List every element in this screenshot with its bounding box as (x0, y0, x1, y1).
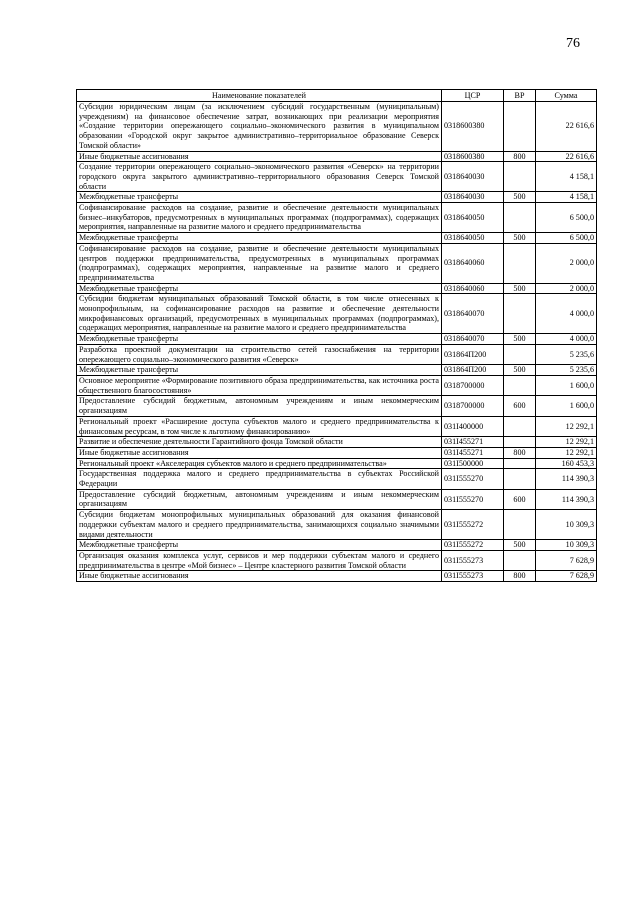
table-row (77, 396, 597, 416)
row-vr (504, 416, 536, 436)
row-sum: 12 292,1 (536, 447, 597, 458)
row-csr: 0318600380 (442, 102, 504, 152)
row-name: Иные бюджетные ассигнования (77, 447, 442, 458)
row-sum: 160 453,3 (536, 458, 597, 469)
row-csr: 0318640030 (442, 162, 504, 192)
row-name: Субсидии бюджетам муниципальных образований Томской области, в том числе отнесенных к монопрофильным, на софинансирование расходов на развитие и обеспечение деятельности микрофинансовых организаций, предусмотренных в муниципальных программах (подпрограммах), содержащих мероприятия, направленные на развитие малого и среднего предпринимательства (77, 294, 442, 334)
row-sum: 5 235,6 (536, 344, 597, 364)
row-sum: 5 235,6 (536, 365, 597, 376)
row-name: Предоставление субсидий бюджетным, автономным учреждениям и иным некоммерческим организациям (77, 396, 442, 416)
row-name: Субсидии бюджетам монопрофильных муниципальных образований для оказания финансовой поддержки субъектам малого и среднего предпринимательства, занимающихся социально значимыми видами деятельности (77, 510, 442, 540)
table-row (77, 469, 597, 489)
row-name: Региональный проект «Акселерация субъектов малого и среднего предпринимательства» (77, 458, 442, 469)
row-vr: 800 (504, 571, 536, 582)
row-name: Софинансирование расходов на создание, развитие и обеспечение деятельности муниципальных бизнес–инкубаторов, предусмотренных в муниципальных программах (подпрограммах), содержащих мероприятия, направленные на развитие малого и среднего предпринимательства (77, 203, 442, 233)
table-row (77, 283, 597, 294)
row-csr: 031864П200 (442, 365, 504, 376)
row-csr: 031I555272 (442, 540, 504, 551)
row-vr: 600 (504, 489, 536, 509)
header-vr: ВР (504, 90, 536, 102)
table-row (77, 344, 597, 364)
row-sum: 114 390,3 (536, 489, 597, 509)
row-name: Субсидии юридическим лицам (за исключением субсидий государственным (муниципальным) учреждениям) на финансовое обеспечение затрат, возникающих при реализации мероприятия «Создание территории опережающего социально–экономического развития в муниципальном образовании «Городской округ закрытое административно–территориальное образование Северск Томской области» (77, 102, 442, 152)
row-name: Предоставление субсидий бюджетным, автономным учреждениям и иным некоммерческим организациям (77, 489, 442, 509)
header-name: Наименование показателей (77, 90, 442, 102)
row-sum: 10 309,3 (536, 510, 597, 540)
row-sum: 114 390,3 (536, 469, 597, 489)
row-vr (504, 294, 536, 334)
row-name: Региональный проект «Расширение доступа субъектов малого и среднего предпринимательства к финансовым ресурсам, в том числе к льготному финансированию» (77, 416, 442, 436)
row-csr: 0318640060 (442, 283, 504, 294)
row-name: Межбюджетные трансферты (77, 334, 442, 345)
row-csr: 0318700000 (442, 396, 504, 416)
row-csr: 031I555273 (442, 571, 504, 582)
row-name: Основное мероприятие «Формирование позитивного образа предпринимательства, как источника роста общественного благосостояния» (77, 375, 442, 395)
row-vr: 500 (504, 283, 536, 294)
table-row (77, 550, 597, 570)
row-csr: 031I555270 (442, 469, 504, 489)
row-name: Организация оказания комплекса услуг, сервисов и мер поддержки субъектам малого и среднего предпринимательства в центре «Мой бизнес» – Центре кластерного развития Томской области (77, 550, 442, 570)
row-sum: 1 600,0 (536, 375, 597, 395)
table-row (77, 102, 597, 152)
row-vr: 800 (504, 151, 536, 162)
row-name: Развитие и обеспечение деятельности Гарантийного фонда Томской области (77, 437, 442, 448)
page-number: 76 (566, 36, 580, 51)
row-sum: 6 500,0 (536, 233, 597, 244)
row-vr (504, 162, 536, 192)
table-row (77, 192, 597, 203)
row-vr (504, 510, 536, 540)
row-vr (504, 344, 536, 364)
row-vr (504, 437, 536, 448)
table-row (77, 540, 597, 551)
row-sum: 10 309,3 (536, 540, 597, 551)
row-csr: 031I555272 (442, 510, 504, 540)
table-row (77, 365, 597, 376)
table-row (77, 375, 597, 395)
row-vr: 800 (504, 447, 536, 458)
table-row (77, 447, 597, 458)
table-row (77, 334, 597, 345)
row-csr: 0318640070 (442, 334, 504, 345)
row-sum: 2 000,0 (536, 243, 597, 283)
row-sum: 12 292,1 (536, 437, 597, 448)
row-vr (504, 203, 536, 233)
table-row (77, 162, 597, 192)
row-name: Создание территории опережающего социально–экономического развития «Северск» на территории городского округа закрытого административно–территориального образования Северск Томской области (77, 162, 442, 192)
row-sum: 2 000,0 (536, 283, 597, 294)
row-sum: 22 616,6 (536, 102, 597, 152)
row-name: Межбюджетные трансферты (77, 283, 442, 294)
row-csr: 0318700000 (442, 375, 504, 395)
table-row (77, 437, 597, 448)
row-vr: 500 (504, 540, 536, 551)
row-vr (504, 458, 536, 469)
header-csr: ЦСР (442, 90, 504, 102)
row-vr: 600 (504, 396, 536, 416)
row-csr: 0318640050 (442, 203, 504, 233)
row-sum: 22 616,6 (536, 151, 597, 162)
row-csr: 0318640050 (442, 233, 504, 244)
row-csr: 031I455271 (442, 437, 504, 448)
row-name: Межбюджетные трансферты (77, 365, 442, 376)
row-csr: 031I455271 (442, 447, 504, 458)
row-csr: 031I400000 (442, 416, 504, 436)
budget-table (76, 89, 597, 582)
row-vr: 500 (504, 233, 536, 244)
table-row (77, 510, 597, 540)
row-name: Разработка проектной документации на строительство сетей газоснабжения на территории опережающего социально–экономического развития «Северск» (77, 344, 442, 364)
row-csr: 0318640060 (442, 243, 504, 283)
table-row (77, 203, 597, 233)
row-sum: 7 628,9 (536, 571, 597, 582)
row-vr (504, 469, 536, 489)
row-sum: 6 500,0 (536, 203, 597, 233)
row-vr: 500 (504, 192, 536, 203)
row-vr (504, 375, 536, 395)
row-name: Межбюджетные трансферты (77, 192, 442, 203)
table-row (77, 571, 597, 582)
table-row (77, 458, 597, 469)
row-sum: 7 628,9 (536, 550, 597, 570)
row-vr (504, 102, 536, 152)
table-row (77, 489, 597, 509)
row-name: Межбюджетные трансферты (77, 540, 442, 551)
table-row (77, 294, 597, 334)
row-name: Государственная поддержка малого и среднего предпринимательства в субъектах Российской Федерации (77, 469, 442, 489)
header-sum: Сумма (536, 90, 597, 102)
row-csr: 0318640070 (442, 294, 504, 334)
table-row (77, 243, 597, 283)
table-row (77, 233, 597, 244)
row-csr: 0318600380 (442, 151, 504, 162)
row-name: Иные бюджетные ассигнования (77, 151, 442, 162)
row-sum: 4 000,0 (536, 334, 597, 345)
row-sum: 4 158,1 (536, 192, 597, 203)
row-vr: 500 (504, 365, 536, 376)
row-csr: 0318640030 (442, 192, 504, 203)
row-sum: 12 292,1 (536, 416, 597, 436)
row-vr (504, 243, 536, 283)
row-csr: 031I555270 (442, 489, 504, 509)
table-header-row (77, 90, 597, 102)
row-sum: 4 000,0 (536, 294, 597, 334)
row-sum: 4 158,1 (536, 162, 597, 192)
row-vr (504, 550, 536, 570)
row-csr: 031I500000 (442, 458, 504, 469)
row-csr: 031864П200 (442, 344, 504, 364)
table-row (77, 151, 597, 162)
row-name: Иные бюджетные ассигнования (77, 571, 442, 582)
row-name: Межбюджетные трансферты (77, 233, 442, 244)
row-csr: 031I555273 (442, 550, 504, 570)
table-row (77, 416, 597, 436)
row-vr: 500 (504, 334, 536, 345)
row-name: Софинансирование расходов на создание, развитие и обеспечение деятельности муниципальных центров поддержки предпринимательства, предусмотренных в муниципальных программах (подпрограммах), содержащих мероприятия, направленные на развитие малого и среднего предпринимательства (77, 243, 442, 283)
row-sum: 1 600,0 (536, 396, 597, 416)
